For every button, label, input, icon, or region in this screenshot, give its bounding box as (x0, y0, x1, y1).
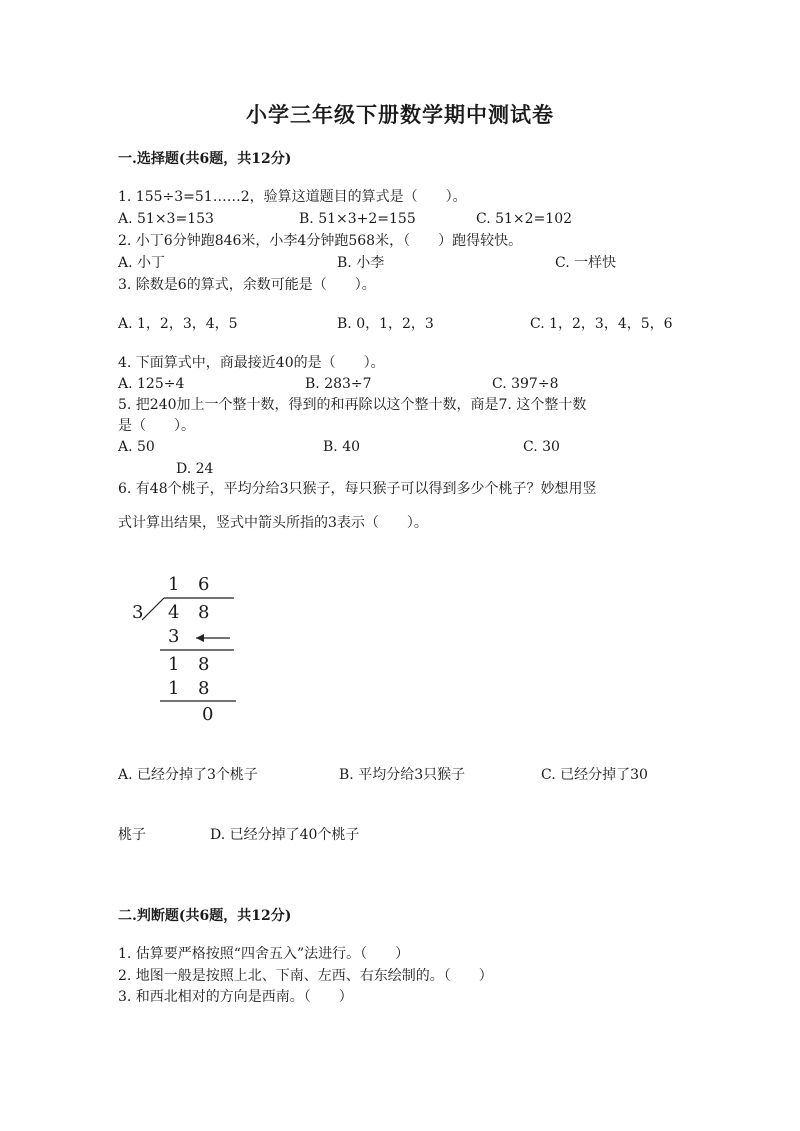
quotient-ones-digit: 6 (198, 574, 210, 595)
question-6-option-c-continued: 桃子 (118, 827, 146, 843)
arrow-head (196, 634, 204, 642)
question-2-stem: 2. 小丁6分钟跑846米，小李4分钟跑568米，（ ）跑得较快。 (118, 233, 523, 249)
question-1-option-a: A. 51×3=153 (118, 211, 214, 227)
partial-product-digit: 3 (168, 626, 180, 647)
question-1-option-c: C. 51×2=102 (476, 211, 573, 227)
question-6-option-a: A. 已经分掉了3个桃子 (118, 767, 258, 783)
question-4-stem: 4. 下面算式中，商最接近40的是（ ）。 (118, 355, 385, 371)
question-4-option-a: A. 125÷4 (118, 376, 185, 392)
quotient-tens-digit: 1 (168, 574, 180, 595)
judgment-question-1: 1. 估算要严格按照“四舍五入”法进行。（ ） (118, 946, 410, 962)
section-heading-judgment: 二.判断题(共6题，共12分) (118, 908, 292, 924)
question-3-stem: 3. 除数是6的算式，余数可能是（ ）。 (118, 277, 376, 293)
question-6-option-c: C. 已经分掉了30 (541, 767, 648, 783)
question-1-option-b: B. 51×3+2=155 (299, 211, 416, 227)
question-5-option-c: C. 30 (523, 439, 560, 455)
question-3-option-a: A. 1，2，3，4，5 (118, 316, 238, 332)
question-5-option-a: A. 50 (118, 439, 155, 455)
long-division-lines (118, 568, 258, 728)
judgment-question-2: 2. 地图一般是按照上北、下南、左西、右东绘制的。（ ） (118, 968, 493, 984)
step2-ones-digit: 8 (198, 654, 210, 675)
dividend-ones-digit: 8 (198, 602, 210, 623)
question-2-option-b: B. 小李 (337, 255, 385, 271)
question-1-stem: 1. 155÷3=51……2，验算这道题目的算式是（ ）。 (118, 189, 467, 205)
step3-ones-digit: 8 (198, 678, 210, 699)
step2-tens-digit: 1 (168, 654, 180, 675)
step3-tens-digit: 1 (168, 678, 180, 699)
question-5-stem-line2: 是（ ）。 (118, 418, 195, 434)
divisor-digit: 3 (132, 602, 144, 623)
question-3-option-c: C. 1，2，3，4，5，6 (530, 316, 673, 332)
question-4-option-b: B. 283÷7 (305, 376, 372, 392)
section-heading-choice: 一.选择题(共6题，共12分) (118, 151, 292, 167)
question-4-option-c: C. 397÷8 (492, 376, 559, 392)
question-2-option-a: A. 小丁 (118, 255, 166, 271)
division-bracket (142, 598, 164, 620)
question-5-stem-line1: 5. 把240加上一个整十数，得到的和再除以这个整十数，商是7. 这个整十数 (118, 397, 587, 413)
long-division-figure (118, 568, 258, 728)
question-6-option-d: D. 已经分掉了40个桃子 (210, 827, 360, 843)
judgment-question-3: 3. 和西北相对的方向是西南。（ ） (118, 989, 353, 1005)
question-5-option-d: D. 24 (176, 461, 214, 477)
question-6-stem-line1: 6. 有48个桃子，平均分给3只猴子，每只猴子可以得到多少个桃子？妙想用竖 (118, 481, 597, 497)
question-6-option-b: B. 平均分给3只猴子 (339, 767, 466, 783)
remainder-digit: 0 (202, 704, 214, 725)
question-3-option-b: B. 0，1，2，3 (337, 316, 434, 332)
question-2-option-c: C. 一样快 (555, 255, 617, 271)
page-title: 小学三年级下册数学期中测试卷 (246, 102, 554, 127)
dividend-tens-digit: 4 (168, 602, 180, 623)
question-6-stem-line2: 式计算出结果，竖式中箭头所指的3表示（ ）。 (118, 515, 428, 531)
question-5-option-b: B. 40 (323, 439, 361, 455)
